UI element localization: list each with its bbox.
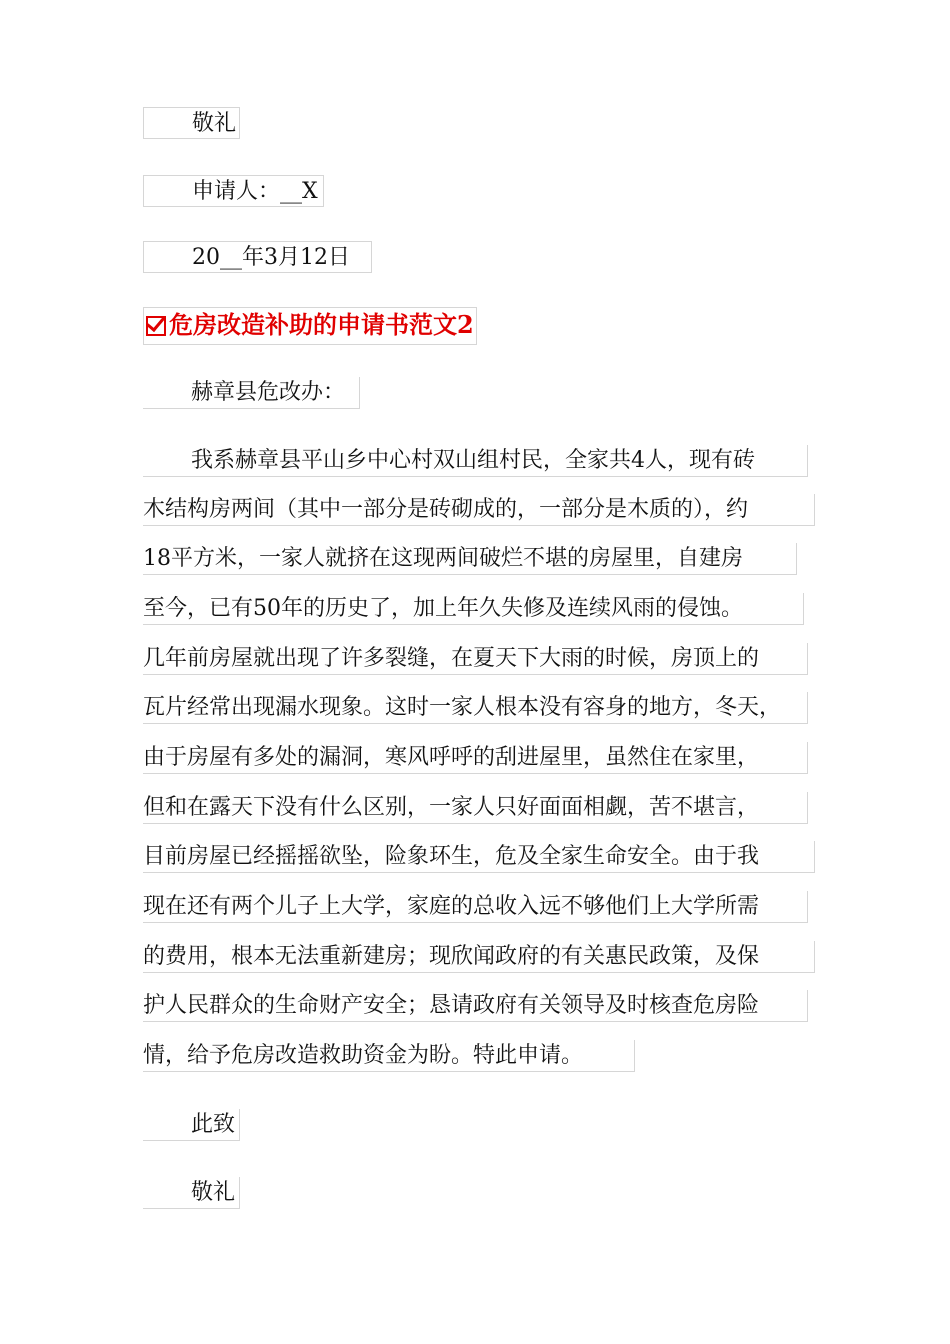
body-line: 由于房屋有多处的漏洞，寒风呼呼的刮进屋里，虽然住在家里， xyxy=(143,742,808,774)
body-line: 情，给予危房改造救助资金为盼。特此申请。 xyxy=(143,1040,635,1072)
body-line: 我系赫章县平山乡中心村双山组村民，全家共4人，现有砖 xyxy=(143,445,808,477)
date-line: 20__年3月12日 xyxy=(143,241,372,273)
body-line: 目前房屋已经摇摇欲坠，险象环生，危及全家生命安全。由于我 xyxy=(143,841,815,873)
recipient-line: 赫章县危改办： xyxy=(143,377,360,409)
body-line: 但和在露天下没有什么区别，一家人只好面面相觑，苦不堪言， xyxy=(143,792,808,824)
section-heading xyxy=(143,307,477,345)
body-line: 几年前房屋就出现了许多裂缝，在夏天下大雨的时候，房顶上的 xyxy=(143,643,808,675)
body-line: 的费用，根本无法重新建房；现欣闻政府的有关惠民政策，及保 xyxy=(143,941,815,973)
closing-salute: 敬礼 xyxy=(143,1177,240,1209)
body-line: 至今，已有50年的历史了，加上年久失修及连续风雨的侵蚀。 xyxy=(143,593,804,625)
body-line: 现在还有两个儿子上大学，家庭的总收入远不够他们上大学所需 xyxy=(143,891,808,923)
closing-salute-top: 敬礼 xyxy=(143,107,240,139)
body-line: 护人民群众的生命财产安全；恳请政府有关领导及时核查危房险 xyxy=(143,990,808,1022)
checkbox-icon xyxy=(146,316,166,336)
body-line: 瓦片经常出现漏水现象。这时一家人根本没有容身的地方，冬天， xyxy=(143,692,808,724)
body-line: 木结构房两间（其中一部分是砖砌成的，一部分是木质的），约 xyxy=(143,494,815,526)
body-line: 18平方米，一家人就挤在这现两间破烂不堪的房屋里，自建房 xyxy=(143,543,797,575)
section-title: 危房改造补助的申请书范文2 xyxy=(169,310,474,339)
closing-phrase: 此致 xyxy=(143,1109,240,1141)
applicant-line: 申请人：__X xyxy=(143,175,324,207)
